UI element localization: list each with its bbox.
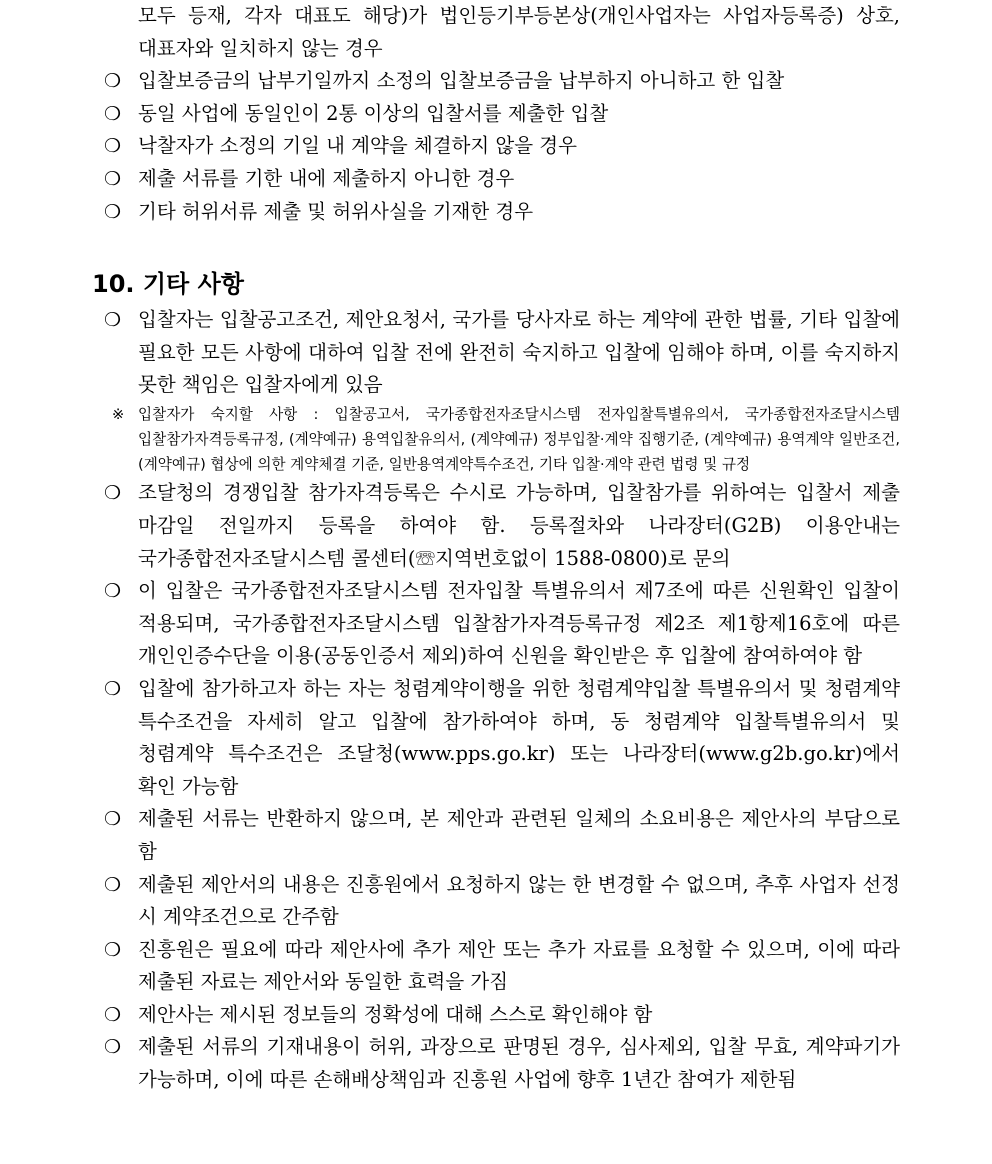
item-text: 제출된 서류의 기재내용이 허위, 과장으로 판명된 경우, 심사제외, 입찰 무효, 계약파기가 가능하며, 이에 따른 손해배상책임과 진흥원 사업에 향후 1년간 참여가 제한됨 — [138, 1035, 900, 1092]
list-item — [0, 803, 992, 868]
top-item-list — [0, 65, 992, 228]
section-heading: 10. 기타 사항 — [92, 270, 244, 298]
circle-bullet-icon: ❍ — [104, 167, 122, 190]
continuation-text: 모두 등재, 각자 대표도 해당)가 법인등기부등본상(개인사업자는 사업자등록증) 상호, 대표자와 일치하지 않는 경우 — [138, 4, 900, 60]
item-text: 동일 사업에 동일인이 2통 이상의 입찰서를 제출한 입찰 — [138, 101, 609, 125]
item-text: 입찰자가 숙지할 사항 : 입찰공고서, 국가종합전자조달시스템 전자입찰특별유의서, 국가종합전자조달시스템 입찰참가자격등록규정, (계약예규) 용역입찰유의서, (계약예규) 정부입찰·계약 집행기준, (계약예규) 용역계약 일반조건, (계약예규) 협상에 의한 계약체결 기준, 일반용역계약특수조건, 기타 입찰·계약 관련 법령 및 규정 — [138, 405, 900, 474]
list-item — [0, 673, 992, 803]
circle-bullet-icon: ❍ — [104, 677, 122, 700]
circle-bullet-icon: ❍ — [104, 808, 122, 831]
list-item — [0, 163, 992, 196]
other-matters-list — [0, 304, 992, 1097]
item-text: 낙찰자가 소정의 기일 내 계약을 체결하지 않을 경우 — [138, 134, 577, 158]
circle-bullet-icon: ❍ — [104, 1036, 122, 1059]
item-text: 입찰보증금의 납부기일까지 소정의 입찰보증금을 납부하지 아니하고 한 입찰 — [138, 69, 785, 93]
list-item — [0, 477, 992, 575]
list-item — [0, 98, 992, 131]
list-item — [0, 934, 992, 999]
reference-mark: ※ — [112, 405, 125, 423]
item-text: 이 입찰은 국가종합전자조달시스템 전자입찰 특별유의서 제7조에 따른 신원확인 입찰이 적용되며, 국가종합전자조달시스템 입찰참가자격등록규정 제2조 제1항제16호에 따른 개인인증수단을 이용(공동인증서 제외)하여 신원을 확인받은 후 입찰에 참여하여야 함 — [138, 579, 900, 668]
item-text: 제안사는 제시된 정보들의 정확성에 대해 스스로 확인해야 함 — [138, 1002, 653, 1026]
disqualification-list — [0, 0, 992, 228]
circle-bullet-icon: ❍ — [104, 580, 122, 603]
list-item — [0, 196, 992, 229]
list-item — [0, 304, 992, 402]
item-text: 진흥원은 필요에 따라 제안사에 추가 제안 또는 추가 자료를 요청할 수 있으며, 이에 따라 제출된 자료는 제안서와 동일한 효력을 가짐 — [138, 937, 900, 994]
item-text: 제출된 제안서의 내용은 진흥원에서 요청하지 않는 한 변경할 수 없으며, 추후 사업자 선정 시 계약조건으로 간주함 — [138, 872, 900, 929]
circle-bullet-icon: ❍ — [104, 873, 122, 896]
item-text: 조달청의 경쟁입찰 참가자격등록은 수시로 가능하며, 입찰참가를 위하여는 입찰서 제출 마감일 전일까지 등록을 하여야 함. 등록절차와 나라장터(G2B) 이용안내는 국가종합전자조달시스템 콜센터(☏지역번호없이 1588-0800)로 문의 — [138, 481, 900, 570]
circle-bullet-icon: ❍ — [104, 70, 122, 93]
circle-bullet-icon: ❍ — [104, 938, 122, 961]
circle-bullet-icon: ❍ — [104, 1003, 122, 1026]
circle-bullet-icon: ❍ — [104, 482, 122, 505]
circle-bullet-icon: ❍ — [104, 200, 122, 223]
item-text: 입찰자는 입찰공고조건, 제안요청서, 국가를 당사자로 하는 계약에 관한 법률, 기타 입찰에 필요한 모든 사항에 대하여 입찰 전에 완전히 숙지하고 입찰에 임해야 하며, 이를 숙지하지 못한 책임은 입찰자에게 있음 — [138, 308, 900, 397]
list-item — [0, 575, 992, 673]
list-item — [0, 999, 992, 1032]
circle-bullet-icon: ❍ — [104, 309, 122, 331]
item-text: 입찰에 참가하고자 하는 자는 청렴계약이행을 위한 청렴계약입찰 특별유의서 및 청렴계약 특수조건을 자세히 알고 입찰에 참가하여야 하며, 동 청렴계약 입찰특별유의서 및 청렴계약 특수조건은 조달청(www.pps.go.kr) 또는 나라장터(www.g2b.go.kr)에서 확인 가능함 — [138, 676, 900, 798]
note-item — [0, 402, 992, 478]
list-item — [0, 65, 992, 98]
circle-bullet-icon: ❍ — [104, 102, 122, 125]
item-text: 기타 허위서류 제출 및 허위사실을 기재한 경우 — [138, 199, 534, 223]
list-item — [0, 869, 992, 934]
list-item — [0, 130, 992, 163]
list-item — [0, 1031, 992, 1096]
item-text: 제출된 서류는 반환하지 않으며, 본 제안과 관련된 일체의 소요비용은 제안사의 부담으로 함 — [138, 807, 900, 863]
item-text: 제출 서류를 기한 내에 제출하지 아니한 경우 — [138, 166, 515, 190]
circle-bullet-icon: ❍ — [104, 135, 122, 158]
